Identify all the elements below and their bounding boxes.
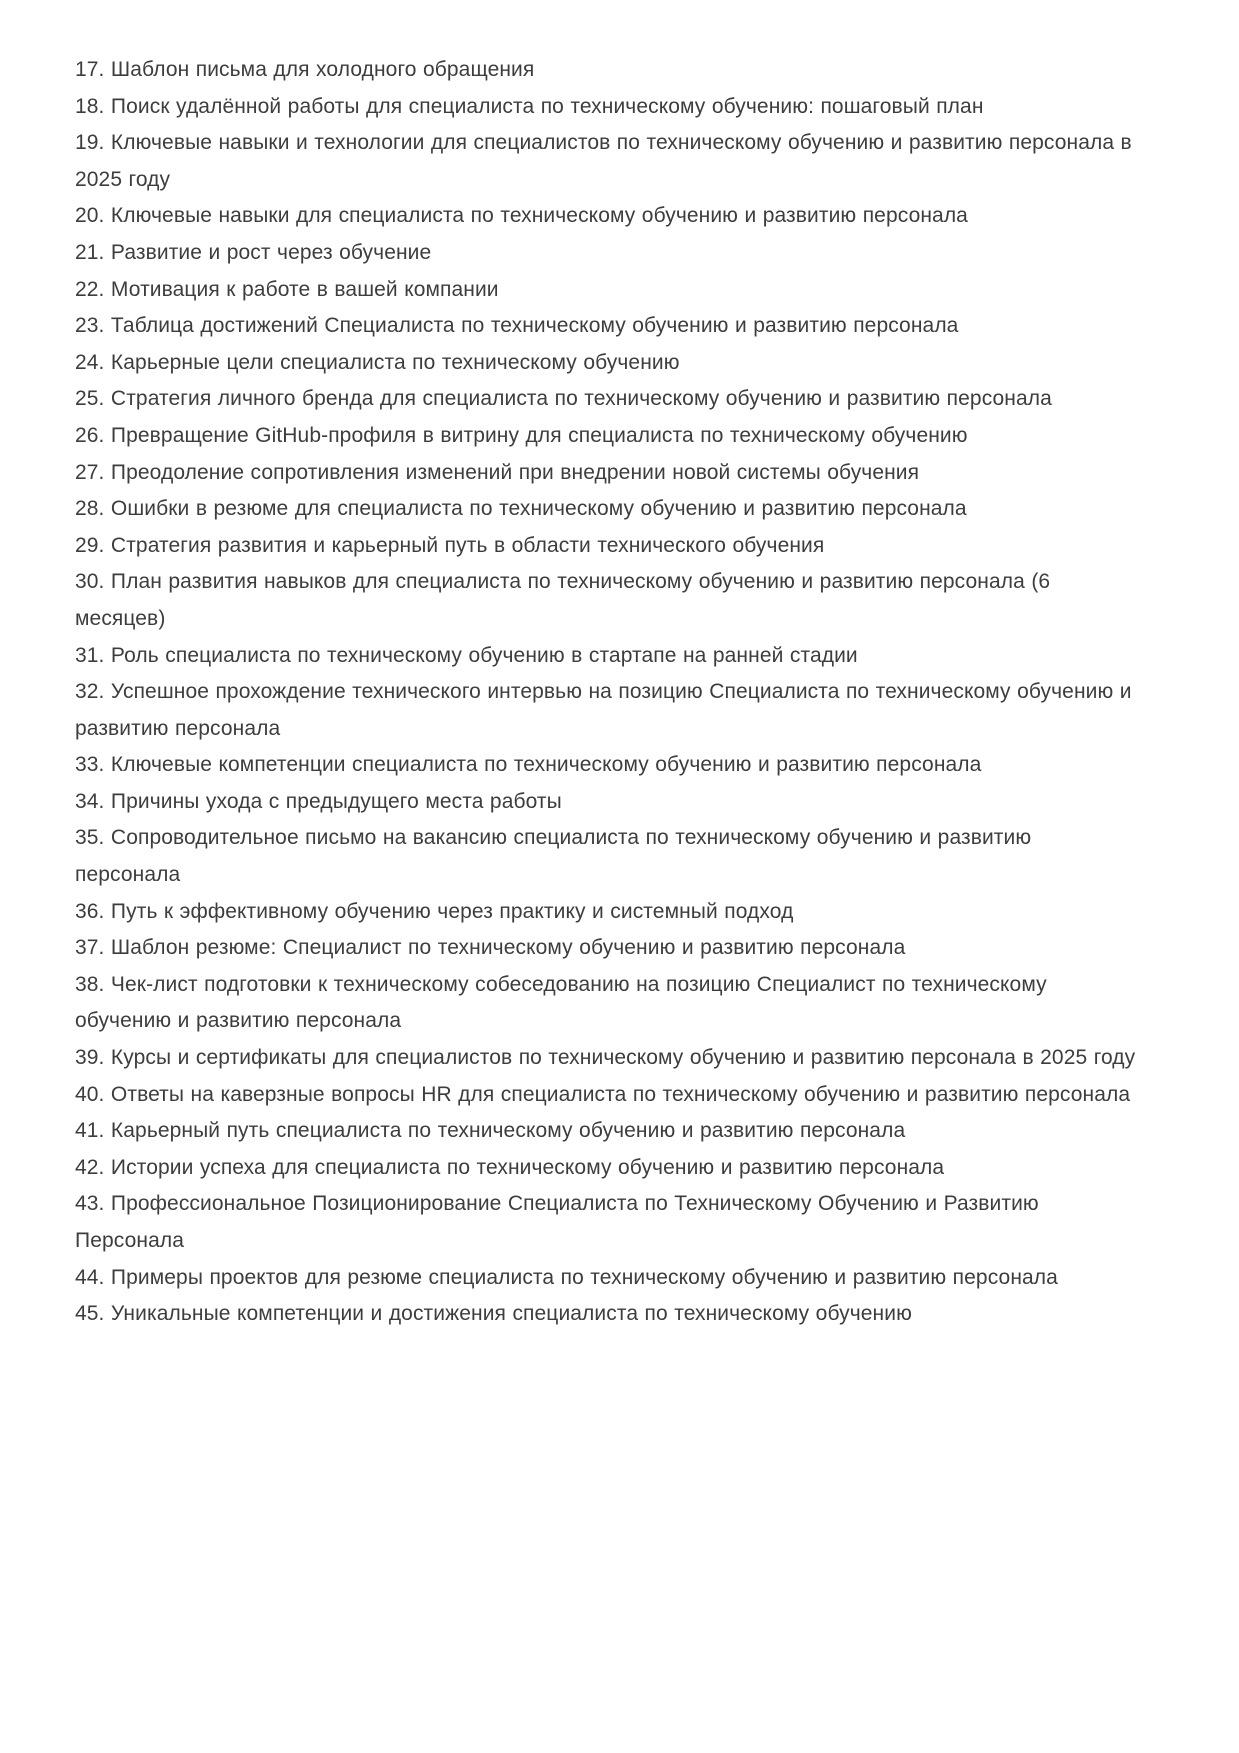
list-item: 21. Развитие и рост через обучение [75, 240, 432, 264]
list-item: 36. Путь к эффективному обучению через практику и системный подход [75, 899, 794, 923]
list-item: 17. Шаблон письма для холодного обращения [75, 58, 535, 81]
list-item: 22. Мотивация к работе в вашей компании [75, 277, 499, 301]
list-item: 42. Истории успеха для специалиста по техническому обучению и развитию персонала [75, 1155, 945, 1179]
list-item: 20. Ключевые навыки для специалиста по техническому обучению и развитию персонала [75, 204, 968, 228]
list-item: 40. Ответы на каверзные вопросы HR для специалиста по техническому обучению и развитию персонала [75, 1082, 1131, 1106]
list-item: 31. Роль специалиста по техническому обучению в стартапе на ранней стадии [75, 643, 858, 667]
list-item: 43. Профессиональное Позиционирование Специалиста по Техническому Обучению и Развитию Персонала [75, 1192, 1039, 1252]
list-item: 41. Карьерный путь специалиста по техническому обучению и развитию персонала [75, 1119, 906, 1143]
list-item: 26. Превращение GitHub-профиля в витрину для специалиста по техническому обучению [75, 423, 968, 447]
list-item: 30. План развития навыков для специалиста по техническому обучению и развитию персонала (6 месяцев) [75, 570, 1051, 630]
list-item: 19. Ключевые навыки и технологии для специалистов по техническому обучению и развитию персонала в 2025 году [75, 131, 1132, 191]
list-item: 45. Уникальные компетенции и достижения специалиста по техническому обучению [75, 1302, 912, 1326]
list-item: 28. Ошибки в резюме для специалиста по техническому обучению и развитию персонала [75, 497, 967, 521]
list-item: 32. Успешное прохождение технического интервью на позицию Специалиста по техническому обучению и развитию персонала [75, 680, 1132, 740]
list-item: 35. Сопроводительное письмо на вакансию специалиста по техническому обучению и развитию персонала [75, 826, 1032, 887]
list-item: 29. Стратегия развития и карьерный путь в области технического обучения [75, 533, 825, 557]
list-item: 39. Курсы и сертификаты для специалистов по техническому обучению и развитию персонала в 2025 году [75, 1046, 1136, 1070]
list-item: 18. Поиск удалённой работы для специалиста по техническому обучению: пошаговый план [75, 94, 984, 118]
list-item: 23. Таблица достижений Специалиста по техническому обучению и развитию персонала [75, 314, 959, 338]
list-item: 25. Стратегия личного бренда для специалиста по техническому обучению и развитию персонала [75, 387, 1052, 411]
list-item: 27. Преодоление сопротивления изменений при внедрении новой системы обучения [75, 460, 920, 484]
list-item: 33. Ключевые компетенции специалиста по техническому обучению и развитию персонала [75, 753, 982, 777]
numbered-list [75, 52, 1137, 1333]
list-item: 24. Карьерные цели специалиста по техническому обучению [75, 350, 680, 374]
list-item: 37. Шаблон резюме: Специалист по техническому обучению и развитию персонала [75, 936, 906, 960]
list-item: 34. Причины ухода с предыдущего места работы [75, 789, 562, 813]
list-item: 38. Чек-лист подготовки к техническому собеседованию на позицию Специалист по техническому обучению и развитию персонала [75, 972, 1047, 1033]
list-item: 44. Примеры проектов для резюме специалиста по техническому обучению и развитию персонала [75, 1265, 1058, 1289]
